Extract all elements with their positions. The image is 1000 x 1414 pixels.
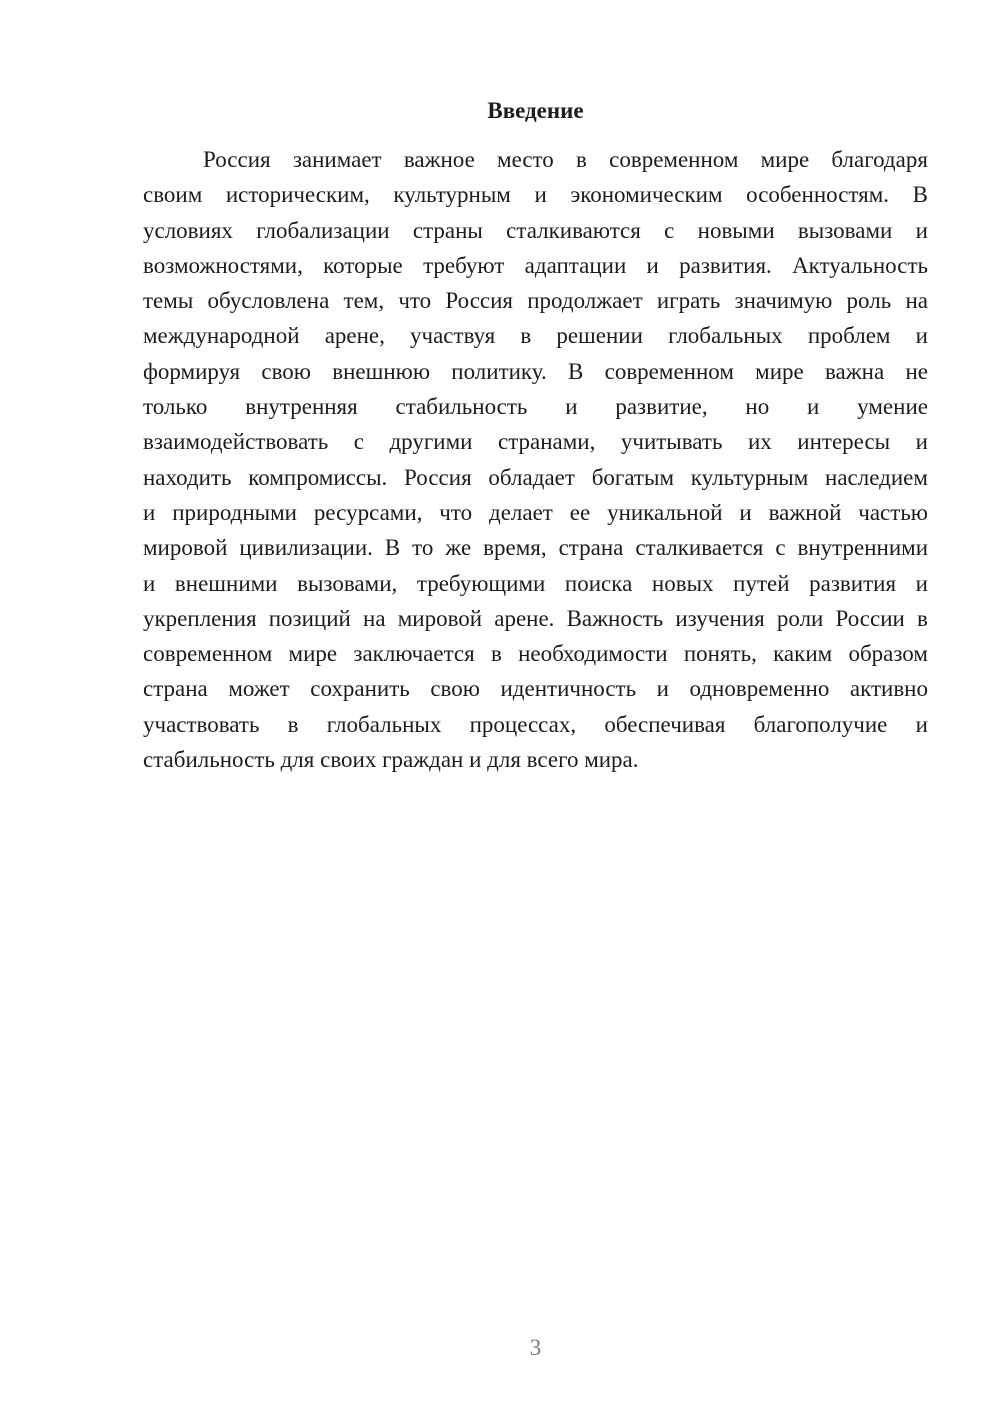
word: мировой: [397, 605, 483, 631]
word: компромиссы.: [248, 464, 388, 490]
word: заключается: [353, 641, 475, 667]
paragraph-line: [143, 566, 928, 601]
word: международной: [143, 323, 300, 349]
word: что: [398, 288, 432, 314]
word: сталкиваются: [506, 217, 641, 243]
word: понять,: [683, 641, 757, 667]
word: то: [412, 535, 434, 561]
word: взаимодействовать: [143, 429, 329, 455]
word: арене,: [324, 323, 385, 349]
word: мире: [288, 641, 338, 667]
word: что: [439, 499, 473, 525]
word: занимает: [292, 147, 382, 172]
word: внутренними: [797, 535, 928, 561]
word: России: [835, 605, 905, 631]
word: и: [534, 182, 547, 208]
word: В: [912, 182, 928, 208]
word: и: [915, 323, 928, 349]
paragraph-line: [143, 248, 928, 283]
word: учитывать: [620, 429, 723, 455]
word: мире: [755, 358, 804, 384]
word: страна: [558, 535, 624, 561]
word: с: [775, 535, 786, 561]
word: глобальных: [668, 323, 783, 349]
word: с: [664, 217, 675, 243]
word: наследием: [825, 464, 928, 490]
word: проблем: [807, 323, 891, 349]
paragraph-line: [143, 460, 928, 495]
word: которые: [323, 252, 403, 278]
section-title: Введение: [487, 98, 584, 123]
word: время,: [483, 535, 547, 561]
paragraph-line: [143, 601, 928, 636]
word: обусловлена: [207, 288, 330, 314]
word: в: [287, 711, 299, 737]
paragraph-line: [143, 354, 928, 389]
word: другими: [389, 429, 473, 455]
word: культурным: [393, 182, 511, 208]
word: внешними: [174, 570, 278, 596]
paragraph-line: [143, 213, 928, 248]
word: обеспечивая: [604, 711, 726, 737]
word: особенностям.: [746, 182, 890, 208]
word: современном: [604, 358, 734, 384]
word: тем,: [343, 288, 385, 314]
word: изучения: [675, 605, 765, 631]
word: В: [568, 358, 584, 384]
word: современном: [143, 641, 273, 667]
word: Россия: [445, 288, 514, 314]
word: частью: [858, 499, 928, 525]
word: активно: [849, 676, 928, 702]
word: не: [905, 358, 928, 384]
word: интересы: [797, 429, 891, 455]
word: их: [747, 429, 772, 455]
word: и: [646, 252, 659, 278]
word: необходимости: [518, 641, 668, 667]
word: место: [497, 147, 554, 172]
page-number: 3: [529, 1335, 542, 1360]
word: политику.: [451, 358, 547, 384]
word: адаптации: [524, 252, 627, 278]
word: одновременно: [689, 676, 830, 702]
word: в: [576, 147, 587, 172]
word: условиях: [143, 217, 233, 243]
word: новыми: [697, 217, 775, 243]
word: важной: [768, 499, 842, 525]
word: формируя: [143, 358, 241, 384]
word: в: [917, 605, 928, 631]
word: внешнюю: [332, 358, 431, 384]
word: возможностями,: [143, 252, 303, 278]
paragraph-line: [143, 318, 928, 353]
word: важное: [403, 147, 475, 172]
word: темы: [143, 288, 194, 314]
word: и: [739, 499, 752, 525]
word: находить: [143, 464, 232, 490]
word: сталкивается: [635, 535, 764, 561]
word: путей: [733, 570, 790, 596]
word: и: [915, 429, 928, 455]
word: развитие,: [615, 394, 708, 420]
word: укрепления: [143, 605, 257, 631]
word: Россия: [203, 147, 271, 172]
word: Актуальность: [792, 252, 928, 278]
word: мировой: [143, 535, 228, 561]
word: развития: [809, 570, 897, 596]
word: стабильность: [395, 394, 528, 420]
paragraph-line: [143, 389, 928, 424]
word: природными: [172, 499, 297, 525]
word: новых: [651, 570, 714, 596]
word: участвовать: [143, 711, 260, 737]
word: глобальных: [326, 711, 442, 737]
word: делает: [489, 499, 553, 525]
paragraph-line: [143, 707, 928, 742]
word: свою: [261, 358, 311, 384]
word: и: [915, 217, 928, 243]
word: свою: [430, 676, 480, 702]
word: на: [905, 288, 928, 314]
word: цивилизации.: [239, 535, 373, 561]
word: Россия: [404, 464, 472, 490]
word: требующими: [416, 570, 546, 596]
word: культурным: [690, 464, 809, 490]
word: умение: [857, 394, 928, 420]
word: процессах,: [469, 711, 577, 737]
word: с: [353, 429, 364, 455]
word: в: [520, 323, 532, 349]
word: Важность: [566, 605, 664, 631]
paragraph-line: [143, 671, 928, 706]
word: в: [490, 641, 502, 667]
word: ресурсами,: [313, 499, 423, 525]
word: и: [656, 676, 669, 702]
word: каким: [773, 641, 833, 667]
word: и: [143, 499, 156, 525]
body-paragraph: [143, 142, 928, 777]
word: глобализации: [256, 217, 390, 243]
word: страны: [412, 217, 483, 243]
word: ее: [569, 499, 591, 525]
word: своим: [143, 182, 203, 208]
word: развития.: [679, 252, 772, 278]
word: экономическим: [570, 182, 723, 208]
word: важна: [825, 358, 885, 384]
word: только: [143, 394, 208, 420]
word: страна: [143, 676, 208, 702]
word: странами,: [497, 429, 596, 455]
word: и: [143, 570, 156, 596]
paragraph-line: [143, 636, 928, 671]
paragraph-line: [143, 283, 928, 318]
word: вызовами,: [297, 570, 398, 596]
word: роль: [846, 288, 892, 314]
word: идентичность: [500, 676, 637, 702]
paragraph-line: [143, 495, 928, 530]
paragraph-line-last: стабильность для своих граждан и для всего мира.: [143, 747, 639, 773]
word: благополучие: [753, 711, 888, 737]
word: богатым: [591, 464, 674, 490]
word: значимую: [734, 288, 833, 314]
word: продолжает: [527, 288, 643, 314]
word: арене.: [494, 605, 555, 631]
word: и: [807, 394, 820, 420]
word: современном: [609, 147, 739, 172]
paragraph-line: [143, 177, 928, 212]
word: мире: [760, 147, 810, 172]
word: решении: [556, 323, 643, 349]
word: В: [384, 535, 401, 561]
word: поиска: [564, 570, 633, 596]
word: же: [445, 535, 472, 561]
word: позиций: [268, 605, 351, 631]
word: обладает: [488, 464, 575, 490]
word: требуют: [423, 252, 505, 278]
word: участвуя: [410, 323, 496, 349]
word: играть: [656, 288, 721, 314]
word: роли: [776, 605, 824, 631]
paragraph-line: [143, 142, 928, 177]
word: может: [228, 676, 290, 702]
word: историческим,: [225, 182, 370, 208]
word: и: [565, 394, 578, 420]
word: вызовами: [797, 217, 893, 243]
word: и: [915, 711, 928, 737]
word: и: [915, 570, 928, 596]
word: уникальной: [607, 499, 723, 525]
word: образом: [848, 641, 928, 667]
word: на: [363, 605, 386, 631]
word: благодаря: [831, 147, 928, 172]
paragraph-line: [143, 530, 928, 565]
word: но: [745, 394, 770, 420]
paragraph-line: [143, 424, 928, 459]
word: внутренняя: [245, 394, 358, 420]
word: сохранить: [310, 676, 410, 702]
